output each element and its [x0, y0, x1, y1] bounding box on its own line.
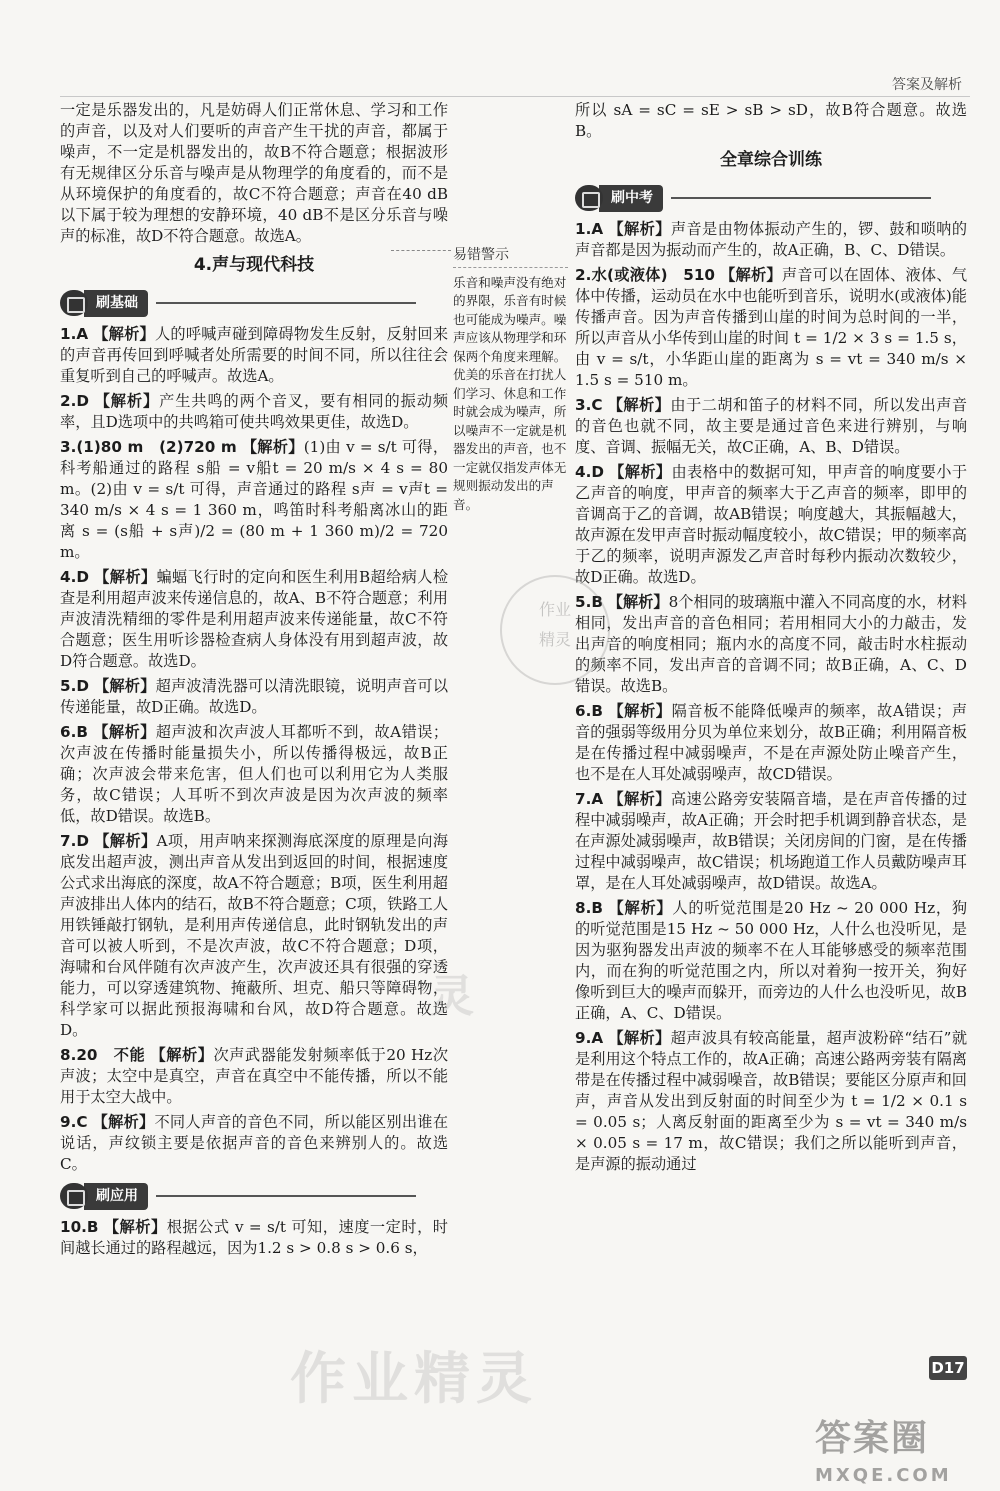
dashed-pointer — [391, 250, 451, 251]
answer-text: 次声武器能发射频率低于20 Hz次声波；太空中是真空，声音在真空中不能传播，所以不能用于太空大战中。 — [60, 1046, 449, 1106]
answer-item — [575, 701, 967, 785]
sidebar-title: 易错警示 — [453, 246, 568, 268]
answer-text: 隔音板不能降低噪声的频率，故A错误；声音的强弱等级用分贝为单位来划分，故B正确；利用隔音板是在传播过程中减弱噪声，不是在声源处防止噪音产生，也不是在人耳处减弱噪声，故CD错误。 — [575, 702, 968, 783]
answer-text: 人的呼喊声碰到障碍物发生反射，反射回来的声音再传回到呼喊者处所需要的时间不同，所以往往会重复听到自己的呼喊声。故选A。 — [60, 325, 448, 385]
left-intro: 一定是乐器发出的，凡是妨碍人们正常休息、学习和工作的声音，以及对人们要听的声音产生干扰的声音，都属于噪声，不一定是机器发出的，故B不符合题意；根据波形有无规律区分乐音与噪声是从物理学的角度看的，而不是从环境保护的角度看的，故C不符合题意；声音在40 dB以下属于较为理想的安静环境，40 dB不是区分乐音与噪声的标准，故D不符合题意。故选A。 — [60, 101, 448, 245]
answer-num: 8. — [575, 899, 592, 917]
answer-num: 4. — [575, 463, 592, 481]
answer-tag: 【解析】 — [607, 593, 669, 611]
section-title-4: 4.声与现代科技 — [193, 255, 315, 275]
answer-item — [60, 1045, 448, 1108]
answer-num: 2. — [60, 392, 77, 410]
answer-ans: B — [76, 723, 88, 741]
answer-ans: D — [76, 392, 89, 410]
answer-tag: 【解析】 — [94, 392, 160, 410]
stamp-top-text: 作业 — [538, 600, 571, 619]
answer-num: 8. — [60, 1046, 77, 1064]
answer-num: 1. — [575, 220, 592, 238]
answer-text: 声音可以在固体、液体、气体中传播，运动员在水中也能听到音乐，说明水(或液体)能传播声音。因为声音传播到山崖的时间为总时间的一半，所以声音从小华传到山崖的时间 t = 1/2 × 3 s = 1.5 s，由 v = s/t，小华距山崖的距离为 s = vt = 340 m/s × 1.5 s = 510 m。 — [575, 266, 968, 389]
answer-text: 超声波清洗器可以清洗眼镜，说明声音可以传递能量，故D正确。故选D。 — [60, 677, 449, 716]
answer-text: 由于二胡和笛子的材料不同，所以发出声音的音色也就不同，故主要是通过音色来进行辨别，与响度、音调、振幅无关，故C正确，A、B、D错误。 — [575, 396, 968, 456]
answer-ans: B — [591, 702, 603, 720]
answer-ans: D — [591, 463, 604, 481]
answer-tag: 【解析】 — [94, 677, 156, 695]
answer-item — [575, 898, 967, 1024]
answer-ans: B — [591, 899, 603, 917]
right-column — [575, 100, 967, 1179]
site-logo — [815, 1410, 952, 1486]
book-icon — [60, 290, 88, 316]
answer-num: 6. — [60, 723, 77, 741]
answer-tag: 【解析】 — [93, 325, 155, 343]
answer-item — [60, 722, 448, 827]
header-divider — [60, 96, 970, 97]
answer-tag: 【解析】 — [94, 832, 157, 850]
watermark-bottom: 作业精灵 — [290, 1347, 538, 1412]
answer-text: 超声波和次声波人耳都听不到，故A错误；次声波在传播时能量损失小，所以传播得极远，故B正确；次声波会带来危害，但人们也可以利用它为人类服务，故C错误；人耳听不到次声波是因为次声波的频率低，故D错误。故选B。 — [60, 723, 449, 825]
answer-item — [60, 324, 448, 387]
answer-item — [60, 437, 448, 563]
answer-item — [60, 1112, 448, 1175]
right-intro: 所以 sA = sC = sE > sB > sD，故B符合题意。故选B。 — [575, 101, 967, 140]
answer-item — [575, 395, 967, 458]
answer-text: (1)由 v = s/t 可得，科考船通过的路程 s船 = v船t = 20 m/s × 4 s = 80 m。(2)由 v = s/t 可得，声音通过的路程 s声 = v声t = 340 m/s × 4 s = 1 360 m，鸣笛时科考船离冰山的距离 s = (s船 + s声)/2 = (80 m + 1 360 m)/2 = 720 m。 — [60, 438, 449, 561]
badge-basic — [60, 290, 416, 316]
answer-num: 7. — [575, 790, 592, 808]
answer-ans: (1)80 m (2)720 m — [76, 438, 237, 456]
watermark-stamp — [500, 575, 610, 685]
answer-text: 声音是由物体振动产生的，锣、鼓和唢呐的声音都是因为振动而产生的，故A正确，B、C、D错误。 — [575, 220, 968, 259]
answer-ans: A — [591, 1029, 604, 1047]
answer-tag: 【解析】 — [609, 463, 672, 481]
badge-rule — [156, 1195, 416, 1197]
answer-tag: 【解析】 — [92, 1113, 155, 1131]
answer-item — [60, 567, 448, 672]
answer-ans: B — [591, 593, 603, 611]
answer-text: 高速公路旁安装隔音墙，是在声音传播的过程中减弱噪声，故A正确；开会时把手机调到静音状态，是在声源处减弱噪声，故B错误；关闭房间的门窗，是在传播过程中减弱噪声，故C错误；机场跑道工作人员戴防噪声耳罩，是在人耳处减弱噪声，故D错误。故选A。 — [575, 790, 968, 892]
answer-num: 4. — [60, 568, 77, 586]
answer-ans: D — [76, 568, 89, 586]
answer-num: 3. — [575, 396, 592, 414]
answer-tag: 【解析】 — [608, 1029, 671, 1047]
answer-text: 蝙蝠飞行时的定向和医生利用B超给病人检查是利用超声波来传递信息的，故A、B不符合题意；利用声波清洗精细的零件是利用超声波来传递能量，故C不符合题意；医生用听诊器检查病人身体没有用到超声波，故D符合题意。故选D。 — [60, 568, 449, 670]
answer-num: 9. — [60, 1113, 77, 1131]
section-title-chapter: 全章综合训练 — [720, 150, 822, 170]
error-warning-sidebar — [453, 246, 568, 514]
answer-item — [575, 462, 967, 588]
answer-text: 根据公式 v = s/t 可知，速度一定时，时间越长通过的路程越远，因为1.2 s > 0.8 s > 0.6 s， — [60, 1218, 448, 1257]
answer-text: 产生共鸣的两个音叉，要有相同的振动频率，且D选项中的共鸣箱可使共鸣效果更佳，故选D。 — [60, 392, 449, 431]
answer-text: A项，用声呐来探测海底深度的原理是向海底发出超声波，测出声音从发出到返回的时间，根据速度公式求出海底的深度，故A不符合题意；B项，医生利用超声波排出人体内的结石，故B不符合题意；C项，铁路工人用铁锤敲打钢轨，是利用声传递信息，此时钢轨发出的声音可以被人听到，不是次声波，故C不符合题意；D项，海啸和台风伴随有次声波产生，次声波还具有很强的穿透能力，可以穿透建筑物、掩蔽所、坦克、船只等障碍物，科学家可以据此预报海啸和台风，故D符合题意。故选D。 — [60, 832, 449, 1039]
book-icon — [60, 1183, 88, 1209]
badge-apply — [60, 1183, 416, 1209]
site-logo-text: 答案圈 — [815, 1418, 930, 1459]
answer-item — [575, 592, 967, 697]
badge-apply-label: 刷应用 — [84, 1183, 148, 1210]
answer-text: 8个相同的玻璃瓶中灌入不同高度的水，材料相同，发出声音的音色相同；若用相同大小的力敲击，发出声音的响度相同；瓶内水的高度不同，敲击时水柱振动的频率不同，发出声音的音调不同；故B正确，A、C、D错误。故选B。 — [575, 593, 967, 695]
answer-tag: 【解析】 — [608, 899, 673, 917]
answer-num: 2. — [575, 266, 592, 284]
answer-ans: 20 不能 — [76, 1046, 146, 1064]
answer-num: 5. — [575, 593, 592, 611]
answer-tag: 【解析】 — [607, 396, 671, 414]
answer-ans: A — [591, 220, 604, 238]
answer-ans: A — [76, 325, 89, 343]
answer-tag: 【解析】 — [150, 1046, 214, 1064]
answer-num: 5. — [60, 677, 77, 695]
answer-text: 超声波具有较高能量，超声波粉碎“结石”就是利用这个特点工作的，故A正确；高速公路两旁装有隔离带是在传播过程中减弱噪音，故B错误；要能区分原声和回声，声音从发出到反射面的时间至少为 t = 1/2 × 0.1 s = 0.05 s；人离反射面的距离至少为 s = vt = 340 m/s × 0.05 s = 17 m，故C错误；我们之所以能听到声音，是声源的振动通过 — [575, 1029, 968, 1173]
answer-ans: C — [76, 1113, 88, 1131]
answer-item — [60, 1217, 448, 1259]
page-header-title: 答案及解析 — [892, 77, 962, 93]
badge-exam — [575, 185, 931, 211]
answer-tag: 【解析】 — [608, 790, 671, 808]
badge-rule — [671, 197, 931, 199]
answer-item — [575, 789, 967, 894]
answer-num: 7. — [60, 832, 77, 850]
site-url: MXQE.COM — [815, 1465, 952, 1486]
answer-tag: 【解析】 — [103, 1218, 167, 1236]
answer-item — [60, 391, 448, 433]
answer-text: 不同人声音的音色不同，所以能区别出谁在说话，声纹锁主要是依据声音的音色来辨别人的。故选C。 — [60, 1113, 449, 1173]
answer-item — [575, 1028, 967, 1175]
answer-num: 9. — [575, 1029, 592, 1047]
answer-num: 3. — [60, 438, 77, 456]
answer-item — [575, 265, 967, 391]
answer-item — [60, 831, 448, 1041]
sidebar-text: 乐音和噪声没有绝对的界限，乐音有时候也可能成为噪声。噪声应该从物理学和环保两个角度来理解。优美的乐音在打扰人们学习、休息和工作时就会成为噪声，所以噪声不一定就是机器发出的声音，也不一定就仅指发声体无规则振动发出的声音。 — [453, 274, 567, 512]
stamp-bottom-text: 精灵 — [538, 630, 571, 649]
answer-item — [575, 219, 967, 261]
answer-ans: A — [591, 790, 604, 808]
page-number: D17 — [929, 1356, 967, 1380]
answer-text: 由表格中的数据可知，甲声音的响度要小于乙声音的响度，甲声音的频率大于乙声音的频率，即甲的音调高于乙的音调，故AB错误；响度越大，其振幅越大，故声源在发甲声音时振动幅度较小，故C错误；甲的频率高于乙的频率，说明声源发乙声音时每秒内振动次数较少，故D正确。故选D。 — [575, 463, 968, 586]
answer-tag: 【解析】 — [94, 568, 157, 586]
answer-tag: 【解析】 — [241, 438, 304, 456]
answer-tag: 【解析】 — [608, 220, 671, 238]
answer-num: 1. — [60, 325, 77, 343]
badge-exam-label: 刷中考 — [599, 185, 663, 212]
answer-item — [60, 676, 448, 718]
answer-ans: B — [86, 1218, 99, 1236]
answer-tag: 【解析】 — [93, 723, 156, 741]
left-column — [60, 100, 448, 1263]
badge-basic-label: 刷基础 — [84, 290, 148, 317]
answer-text: 人的听觉范围是20 Hz ~ 20 000 Hz，狗的听觉范围是15 Hz ~ 50 000 Hz，人什么也没听见，是因为驱狗器发出声波的频率不在人耳能够感受的频率范围内，而在狗的听觉范围之内，所以对着狗一按开关，狗好像听到巨大的噪声而躲开，而旁边的人什么也没听见，故B正确，A、C、D错误。 — [575, 899, 968, 1022]
answer-tag: 【解析】 — [720, 266, 782, 284]
answer-ans: 水(或液体) 510 — [591, 266, 715, 284]
book-icon — [575, 185, 603, 211]
answer-ans: D — [76, 832, 89, 850]
answer-ans: D — [76, 677, 89, 695]
answer-num: 6. — [575, 702, 592, 720]
watermark-mid: 灵 — [430, 971, 480, 1022]
answer-num: 10. — [60, 1218, 87, 1236]
answer-tag: 【解析】 — [608, 702, 672, 720]
badge-rule — [156, 302, 416, 304]
answer-ans: C — [591, 396, 603, 414]
